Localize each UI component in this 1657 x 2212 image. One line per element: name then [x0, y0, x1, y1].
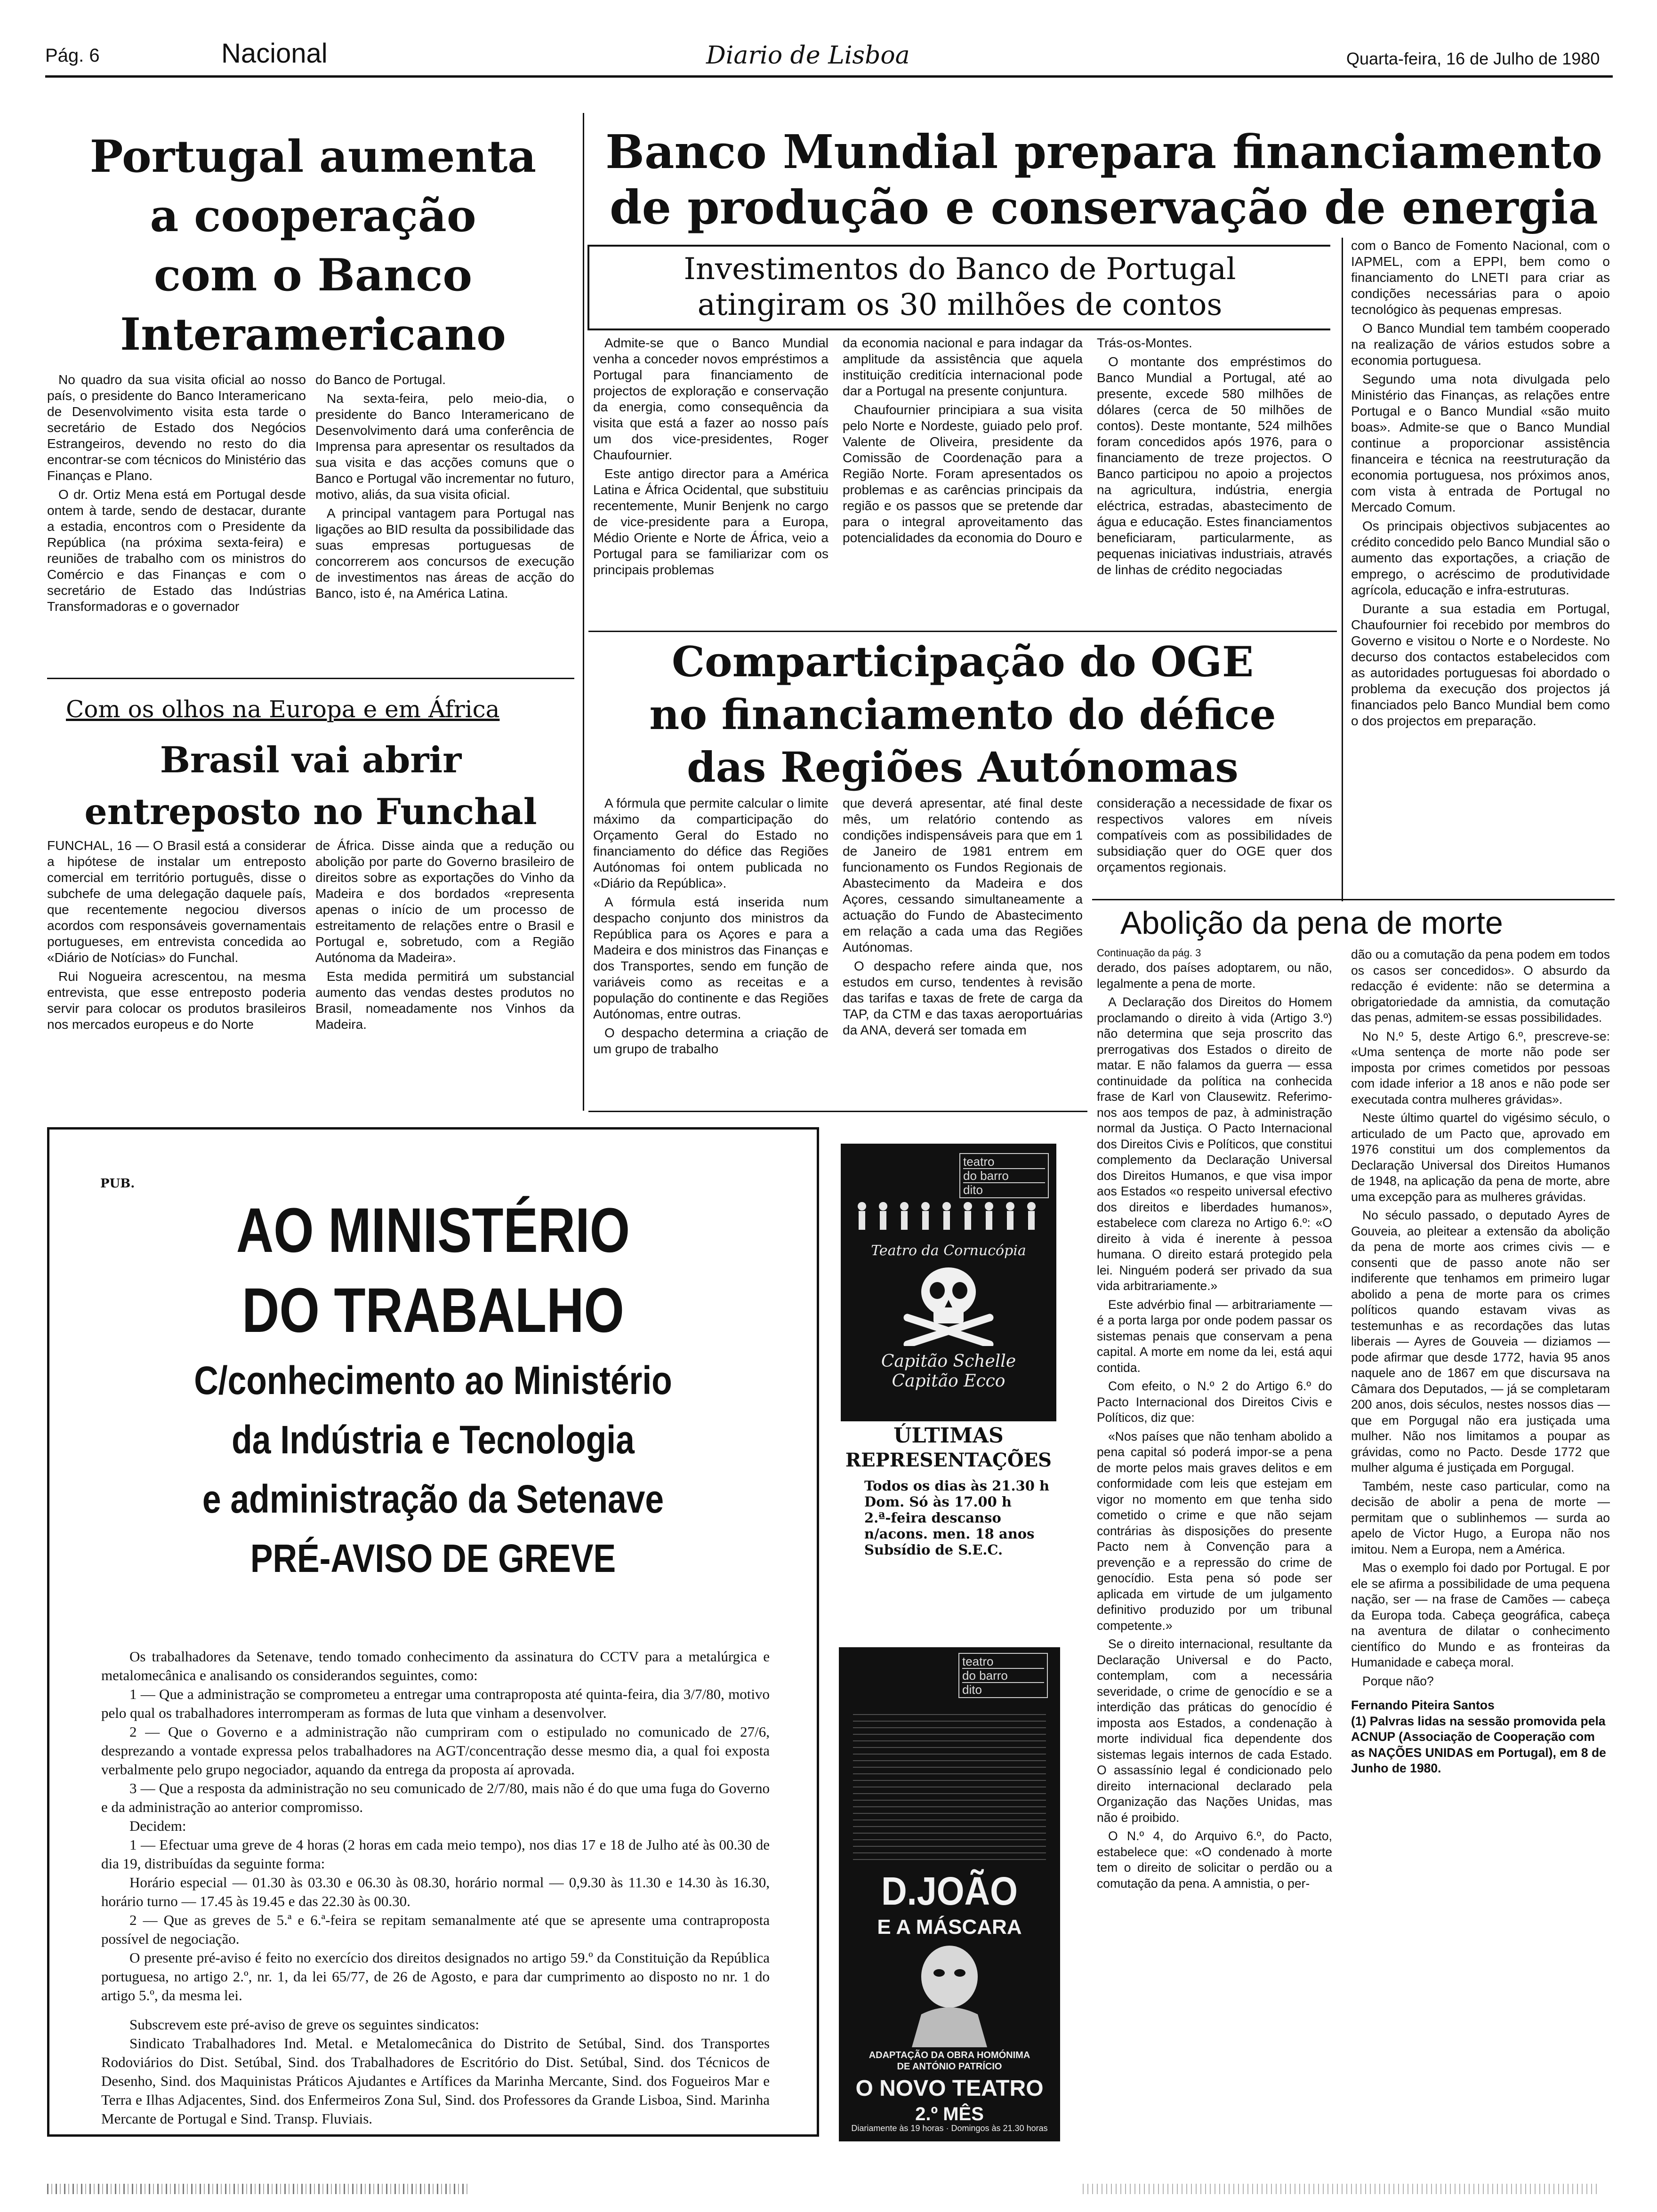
bm-headline: [593, 125, 1615, 236]
paragraph: Admite-se que o Banco Mundial venha a conceder novos empréstimos a Portugal para financiamento de projectos de exploração e conservação da energia, como consequência da visita que está a fazer ao nosso país um dos vice-presidentes, Roger Chaufournier.: [593, 336, 828, 462]
cornucopia-info-line: 2.ª-feira descanso: [864, 1510, 1001, 1526]
cornucopia-info-line: n/acons. men. 18 anos: [864, 1526, 1035, 1542]
dancing-figures-icon: [850, 1198, 1047, 1235]
djoao-horario: Diariamente às 19 horas · Domingos às 21.30 horas: [851, 2124, 1048, 2133]
greve-heading: [49, 1191, 817, 1588]
greve-ad: [47, 1127, 819, 2137]
bid-headline-line4: Interamericano: [120, 309, 506, 361]
paragraph: Chaufournier principiara a sua visita pelo Norte e Nordeste, guiado pelo prof. Valente de Oliveira, presidente da Comissão de Coordenação para a Região Norte. Foram apresentados os problemas e as carências principais da região e os passos que se pretende dar para o integral aproveitamento das potencialidades da economia do Douro e: [843, 402, 1083, 545]
cornucopia-company: Teatro da Cornucópia: [871, 1242, 1026, 1259]
oge-headline: [588, 635, 1337, 793]
mask-figure-icon: [902, 1944, 997, 2047]
bm-col4-rule: [1342, 238, 1343, 901]
oge-headline-line3: das Regiões Autónomas: [687, 743, 1239, 792]
paragraph: Decidem:: [129, 1818, 186, 1834]
paragraph: com o Banco de Fomento Nacional, com o IAPMEL, com a EPPI, bem como o financiamento do LNETI para criar as condições necessárias para o apoio tecnológico às pequenas empresas.: [1351, 238, 1610, 317]
cornucopia-representacoes-line: REPRESENTAÇÕES: [845, 1449, 1052, 1471]
bid-headline-line3: com o Banco: [153, 249, 473, 301]
theatre-sign-line3: dito: [962, 1682, 1044, 1696]
pena-col-1: [1097, 960, 1332, 1894]
paragraph: Horário especial — 01.30 às 03.30 e 06.30 às 08.30, horário normal — 0,9.30 às 11.30 e 14.30 às 16.30, horário turno — 17.45 às 19.45 e das 22.30 às 00.30.: [101, 1874, 770, 1909]
cornucopia-info-line: Dom. Só às 17.00 h: [864, 1494, 1012, 1510]
bm-col-1: [593, 335, 828, 581]
djoao-horario-line2: Domingos às 21.30 horas: [951, 2124, 1048, 2133]
paragraph: O dr. Ortiz Mena está em Portugal desde ontem à tarde, sendo de destacar, durante a estadia, encontros com o Presidente da República (na próxima sexta-feira) e reuniões de trabalho com os ministros do Comércio e das Finanças e com o secretário de Estado das Indústrias Transformadoras e o governador: [47, 487, 306, 614]
bm-subhead-line1: Investimentos do Banco de Portugal: [684, 252, 1236, 287]
cornucopia-info: [864, 1478, 1053, 1558]
paragraph: Na sexta-feira, pelo meio-dia, o presidente do Banco Interamericano de Desenvolvimento dará uma conferência de Imprensa para apresentar os resultados da sua visita e das acções comuns que o Banco e Portugal vão incrementar no futuro, motivo, aliás, da sua visita oficial.: [315, 391, 574, 502]
bid-bottom-rule: [47, 678, 574, 679]
djoao-ad: [839, 1647, 1060, 2141]
theatre-sign-line2: do barro: [963, 1168, 1045, 1182]
oge-headline-line1: Comparticipação do OGE: [671, 637, 1254, 686]
bm-headline-line1: Banco Mundial prepara financiamento: [605, 125, 1602, 179]
paragraph: O montante dos empréstimos do Banco Mundial a Portugal, até ao presente, excede 580 milhões de dólares (cerca de 50 milhões de contos). Deste montante, 524 milhões foram concedidos após 1976, para o financiamento de treze projectos. O Banco participou no apoio a projectos na agricultura, indústria, energia eléctrica, estradas, abastecimento de água e educação. Estes financiamentos beneficiaram, particularmente, as pequenas iniciativas industriais, através de linhas de crédito negociadas: [1097, 354, 1332, 577]
paragraph: Segundo uma nota divulgada pelo Ministério das Finanças, as relações entre Portugal e o Banco Mundial «são muito boas». Admite-se que o Banco Mundial continue a proporcionar assistência financeira e técnica na reestruturação da economia portuguesa, nos próximos anos, com vista à entrada de Portugal no Mercado Comum.: [1351, 372, 1610, 514]
djoao-mes: 2.º MÊS: [915, 2104, 984, 2124]
skull-crossbones-icon: [892, 1261, 1005, 1346]
paragraph: de África. Disse ainda que a redução ou abolição por parte do Governo brasileiro de direitos sobre as exportações do Vinho da Madeira e dos bordados «representa apenas o início de um processo de estreitamento de relações entre o Brasil e Portugal e, sobretudo, com a Região Autónoma da Madeira».: [315, 838, 574, 965]
bm-subhead-box: [587, 245, 1330, 330]
greve-heading-line2: DO TRABALHO: [242, 1275, 624, 1346]
paragraph: A principal vantagem para Portugal nas ligações ao BID resulta da possibilidade das suas empresas portuguesas de concorrerem aos concursos de execução de investimentos nas áreas de acção do Banco, isto é, na América Latina.: [315, 506, 574, 601]
theatre-sign: [959, 1153, 1049, 1198]
pena-headline: Abolição da pena de morte: [1120, 905, 1503, 941]
paragraph: O despacho refere ainda que, nos estudos em curso, tendentes à revisão das tarifas e taxas de frete de carga da TAP, da CTM e das taxas aeroportuárias da ANA, deverá ser tomada em: [843, 959, 1083, 1037]
cornucopia-ultimas-line: ÚLTIMAS: [893, 1424, 1004, 1448]
greve-heading-line1: AO MINISTÉRIO: [236, 1195, 630, 1266]
paragraph: 2 — Que o Governo e a administração não cumpriram com o estipulado no comunicado de 27/6, desprezando a vontade expressa pelos trabalhadores na AGT/concentração desse mesmo dia, a qual foi exposta verbalmente pelo grupo negociador, aquando da entrega da proposta aí aprovada.: [101, 1723, 770, 1778]
greve-heading-line6: PRÉ-AVISO DE GREVE: [250, 1536, 616, 1580]
print-marks-left: [47, 2184, 471, 2194]
masthead: Diario de Lisboa: [706, 41, 910, 70]
paragraph: da economia nacional e para indagar da amplitude da assistência que aquela instituição creditícia internacional pode dar a Portugal na presente conjuntura.: [843, 336, 1083, 398]
brasil-kicker: Com os olhos na Europa e em África: [66, 696, 500, 723]
paragraph: O presente pré-aviso é feito no exercício dos direitos designados no artigo 59.º da Constituição da República portuguesa, no artigo 2.º, nr. 1, da lei 65/77, de 26 de Agosto, e para dar cumprimento ao disposto no nr. 1 do artigo 5.º, da mesma lei.: [101, 1949, 770, 2004]
paragraph: O despacho determina a criação de um grupo de trabalho: [593, 1026, 828, 1056]
bm-col-3: [1097, 335, 1332, 581]
paragraph: dão ou a comutação da pena podem em todos os casos ser concedidos». O absurdo da redacção é evidente: não se determina a obrigatoriedade da amnistia, da comutação das penas, admitem-se essas possibilidades.: [1351, 947, 1610, 1025]
paragraph: Sindicato Trabalhadores Ind. Metal. e Metalomecânica do Distrito de Setúbal, Sind. dos Transportes Rodoviários do Dist. Setúbal, Sind. dos Trabalhadores de Escritório do Dist. Setúbal, Sind. dos Técnicos de Desenho, Sind. dos Maquinistas Práticos Ajudantes e Artífices da Marinha Mercante, Sind. dos Fogueiros Mar e Terra e Ilhas Adjacentes, Sind. dos Enfermeiros Zona Sul, Sind. dos Professores da Grande Lisboa, Sind. Marinha Mercante de Portugal e Sind. Transp. Fluviais.: [101, 2035, 770, 2127]
brasil-col-2: [315, 838, 574, 1035]
greve-heading-line3: C/conhecimento ao Ministério: [194, 1358, 672, 1403]
paragraph: Subscrevem este pré-aviso de greve os seguintes sindicatos:: [129, 2016, 479, 2033]
bid-col-1: [47, 372, 306, 617]
oge-col-2: [843, 795, 1083, 1041]
oge-col-1: [593, 795, 828, 1060]
oge-bottom-rule: [588, 1111, 1087, 1112]
bm-col-4: [1351, 238, 1610, 732]
paragraph: 2 — Que as greves de 5.ª e 6.ª-feira se repitam semanalmente até que se apresente uma contraproposta possível de negociação.: [101, 1912, 770, 1947]
column-rule: [583, 113, 584, 1111]
cornucopia-ad: [841, 1144, 1056, 1421]
theatre-sign: [958, 1653, 1048, 1698]
cornucopia-play-line2: Capitão Ecco: [892, 1371, 1005, 1391]
paragraph: Também, neste caso particular, como na decisão de abolir a pena de morte — permitam que o sublinhemos — surda ao apelo de Victor Hugo, a Europa não nos imitou. Nem a Europa, nem a América.: [1351, 1479, 1610, 1556]
paragraph: Trás-os-Montes.: [1097, 336, 1192, 350]
pena-footnote: (1) Palvras lidas na sessão promovida pela ACNUP (Associação de Cooperação com as NAÇÕES UNIDAS em Portugal), em 8 de Junho de 1980.: [1351, 1714, 1606, 1775]
paragraph: No século passado, o deputado Ayres de Gouveia, ao pleitear a extensão da abolição da pena de morte aos crimes civis — e consenti que de passo anote não ser indiferente que tenhamos em primeiro lugar abolido a pena de morte para os crimes políticos quando estavam vivas as testemunhas e as recordações das lutas liberais — Ayres de Gouveia — diziamos — pode afirmar que desde 1772, havia 95 anos naquele ano de 1867 em que discursava na Câmara dos Deputados, — já se completaram 200 anos, dois séculos, nestes nossos dias — que em Porgugal não era justiçada uma mulher. Não nos limitamos a poupar as grávidas, como no Pacto. Desde 1772 que mulher alguma é justiçada em Porgugal.: [1351, 1208, 1610, 1475]
bm-subhead-line2: atingiram os 30 milhões de contos: [697, 288, 1223, 322]
pena-author: Fernando Piteira Santos: [1351, 1698, 1495, 1712]
theatre-sign-line2: do barro: [962, 1668, 1044, 1682]
brasil-col-1: [47, 838, 306, 1035]
paragraph: Os trabalhadores da Setenave, tendo tomado conhecimento da assinatura do CCTV para a metalúrgica e metalomecânica e analisando os considerandos seguintes, como:: [101, 1648, 770, 1683]
page-number: Pág. 6: [45, 45, 100, 66]
paragraph: 1 — Efectuar uma greve de 4 horas (2 horas em cada meio tempo), nos dias 17 e 18 de Julho até às 00.30 de dia 19, distribuídas da seguinte forma:: [101, 1836, 770, 1872]
greve-heading-line5: e administração da Setenave: [202, 1477, 664, 1521]
paragraph: Mas o exemplo foi dado por Portugal. E por ele se afirma a possibilidade de uma pequena nação, ser — na frase de Camões — cabeça da Europa toda. Cabeça geográfica, cabeça na aventura de dilatar o conhecimento científico do Mundo e as fronteiras da Humanidade e cabeça moral.: [1351, 1561, 1610, 1669]
greve-body: [101, 1647, 770, 2128]
paragraph: No N.º 5, deste Artigo 6.º, prescreve-se: «Uma sentença de morte não pode ser imposta por crimes cometidos por pessoas com idade inferior a 18 anos e não pode ser executada contra mulheres grávidas».: [1351, 1029, 1610, 1106]
pena-col-2: [1351, 947, 1610, 1777]
bid-headline-line2: a cooperação: [150, 190, 476, 242]
brasil-headline-line2: entreposto no Funchal: [84, 791, 537, 833]
cornucopia-play-line1: Capitão Schelle: [881, 1352, 1016, 1371]
brasil-headline-line1: Brasil vai abrir: [160, 739, 462, 781]
paragraph: A fórmula está inserida num despacho conjunto dos ministros da República para os Açores e para a Madeira e dos ministros das Finanças e dos Transportes, sendo em função de variáveis como as receitas e a população do continente e das Regiões Autónomas, entre outras.: [593, 895, 828, 1021]
paragraph: FUNCHAL, 16 — O Brasil está a considerar a hipótese de instalar um entreposto comercial em território português, disse o subchefe de uma delegação daquele país, que recentemente negociou diversos acordos com responsáveis governamentais portugueses, em entrevista concedida ao «Diário de Notícias» do Funchal.: [47, 838, 306, 965]
header-rule: [45, 75, 1613, 78]
paragraph: Os principais objectivos subjacentes ao crédito concedido pelo Banco Mundial são o aumento das exportações, a criação de emprego, o acréscimo de produtividade agrícola, educação e infra-estruturas.: [1351, 519, 1610, 597]
oge-col-3: [1097, 795, 1332, 878]
greve-heading-line4: da Indústria e Tecnologia: [232, 1418, 635, 1462]
djoao-subtitle: E A MÁSCARA: [877, 1915, 1022, 1939]
paragraph: que deverá apresentar, até final deste mês, um relatório contendo as condições indispensáveis para que em 1 de Janeiro de 1981 entrem em funcionamento os Fundos Regionais de Abastecimento da Madeira e dos Açores, cessando simultaneamente a actuação do Fundo de Abastecimento em relação a cada uma das Regiões Autónomas.: [843, 796, 1083, 954]
paragraph: O Banco Mundial tem também cooperado na realização de vários estudos sobre a economia portuguesa.: [1351, 321, 1610, 368]
paragraph: A fórmula que permite calcular o limite máximo da comparticipação do Orçamento Geral do Estado no financiamento do défice das Regiões Autónomas foi ontem publicada no «Diário da República».: [593, 796, 828, 890]
paragraph: do Banco de Portugal.: [315, 372, 446, 387]
cornucopia-play: [841, 1352, 1056, 1391]
paragraph: Durante a sua estadia em Portugal, Chaufournier foi recebido por membros do Governo e visitou o Norte e o Nordeste. No decurso dos contactos estabelecidos com as autoridades portuguesas foi abordado o problema da execução dos projectos já financiados pelo Banco Mundial bem como o dos projectos em preparação.: [1351, 601, 1610, 728]
paragraph: 1 — Que a administração se comprometeu a entregar uma contraproposta até quinta-feira, dia 3/7/80, motivo pelo qual os trabalhadores interromperam as formas de luta que vinham a desenvolver.: [101, 1686, 770, 1721]
djoao-adaptacao: ADAPTAÇÃO DA OBRA HOMÓNIMA DE ANTÓNIO PATRÍCIO: [869, 2050, 1030, 2072]
theatre-sign-line1: teatro: [962, 1654, 994, 1668]
pena-continuation: Continuação da pág. 3: [1097, 947, 1201, 959]
bid-headline-line1: Portugal aumenta: [89, 131, 537, 183]
cornucopia-ultimas: [841, 1424, 1056, 1473]
paragraph: Este antigo director para a América Latina e África Ocidental, que substituiu recentemente, Munir Benjenk no cargo de vice-presidente para a Europa, Médio Oriente e Norte de África, veio a Portugal para se familiarizar com os principais problemas: [593, 466, 828, 577]
paragraph: No quadro da sua visita oficial ao nosso país, o presidente do Banco Interamericano de Desenvolvimento visita esta tarde o secretário de Estado dos Negócios Estrangeiros, devendo no resto do dia encontrar-se com técnicos do Ministério das Finanças e Plano.: [47, 372, 306, 483]
paragraph: consideração a necessidade de fixar os respectivos valores em níveis compatíveis com as possibilidades de subsidiação quer do OGE quer dos orçamentos regionais.: [1097, 796, 1332, 874]
oge-headline-line2: no financiamento do défice: [649, 690, 1276, 739]
credits-block: [853, 1708, 1046, 1864]
figures-row: [850, 1198, 1047, 1235]
paragraph: derado, dos países adoptarem, ou não, legalmente a pena de morte.: [1097, 961, 1332, 991]
paragraph: Neste último quartel do vigésimo século, o articulado de um Pacto que, aprovado em 1976 constitui um dos complementos da Declaração Universal dos Direitos Humanos de 1948, na aplicação da pena de morte, abre uma excepção para as mulheres grávidas.: [1351, 1111, 1610, 1204]
bid-headline: [61, 127, 565, 364]
bid-col-2: [315, 372, 574, 604]
bm-col-2: [843, 335, 1083, 549]
paragraph: Este advérbio final — arbitrariamente — é a porta larga por onde podem passar os sistemas penais que conservam a pena capital. A morte em nome da lei, está aqui contida.: [1097, 1297, 1332, 1375]
bm-bottom-rule: [588, 631, 1337, 632]
theatre-sign-line3: dito: [963, 1182, 1045, 1196]
paragraph: 3 — Que a resposta da administração no seu comunicado de 2/7/80, mais não é do que uma fuga do Governo e da administração ao anterior compromisso.: [101, 1780, 770, 1815]
cornucopia-info-line: Todos os dias às 21.30 h: [864, 1478, 1050, 1494]
bm-headline-line2: de produção e conservação de energia: [610, 181, 1598, 235]
section-name: Nacional: [221, 38, 328, 69]
paragraph: Rui Nogueira acrescentou, na mesma entrevista, que esse entreposto poderia servir para colocar os produtos brasileiros nos mercados europeus e do Norte: [47, 969, 306, 1032]
paragraph: Esta medida permitirá um substancial aumento das vendas destes produtos no Brasil, nomeadamente nos Vinhos da Madeira.: [315, 969, 574, 1032]
theatre-sign-line1: teatro: [963, 1154, 995, 1169]
pena-top-rule: [1092, 899, 1615, 900]
paragraph: A Declaração dos Direitos do Homem proclamando o direito à vida (Artigo 3.º) não determina que seja proscrito das prerrogativas dos Estados o direito de matar. E não falamos da guerra — essa continuidade da política na conhecida frase de Karl von Clausewitz. Referimo-nos aos tempos de paz, à administração normal da Justiça. O Pacto Internacional dos Direitos Civis e Políticos, que constitui complemento da Declaração Universal dos Direitos Humanos, e que visa impor aos Estados «o respeito universal efectivo dos direitos e liberdades humanos», estabelece com clareza no Artigo 6.º: «O direito à vida é inerente à pessoa humana. O direito estará protegido pela lei. Ninguém poderá ser privado da sua vida arbitrariamente.»: [1097, 995, 1332, 1293]
page-date: Quarta-feira, 16 de Julho de 1980: [1346, 49, 1600, 68]
djoao-title: D.JOÃO: [881, 1869, 1018, 1913]
cornucopia-info-line: Subsídio de S.E.C.: [864, 1542, 1003, 1558]
paragraph: O N.º 4, do Arquivo 6.º, do Pacto, estabelece que: «O condenado à morte tem o direito de solicitar o perdão ou a comutação da pena. A amnistia, o per-: [1097, 1829, 1332, 1891]
paragraph: Se o direito internacional, resultante da Declaração Universal e do Pacto, contemplam, com a necessária severidade, o crime de genocídio e se a interdição das práticas do genocídio é imposta aos Estados, a condenação à morte individual fica dependente dos sistemas legais internos de cada Estado. O assassínio legal é condicionado pelo direito internacional declarado pela Organização das Nações Unidas, mas não é proibido.: [1097, 1637, 1332, 1825]
brasil-headline: [47, 734, 574, 838]
djoao-theatre: O NOVO TEATRO: [855, 2076, 1044, 2101]
ad-pub-label: PUB.: [100, 1177, 135, 1191]
paragraph: Porque não?: [1362, 1674, 1434, 1688]
paragraph: «Nos países que não tenham abolido a pena capital só poderá impor-se a pena de morte pelos mais graves delitos e em conformidade com leis que estejam em vigor no momento em que tenha sido cometido o crime e que não sejam contrárias às disposições do presente Pacto nem à Convenção para a prevenção e a repressão do crime de genocídio. Esta pena só pode ser aplicada em virtude de um julgamento definitivo produzido por um tribunal competente.»: [1097, 1429, 1332, 1633]
djoao-horario-line1: Diariamente às 19 horas: [851, 2124, 944, 2133]
print-marks-right: [1083, 2184, 1601, 2194]
paragraph: Com efeito, o N.º 2 do Artigo 6.º do Pacto Internacional dos Direitos Civis e Políticos, diz que:: [1097, 1379, 1332, 1425]
